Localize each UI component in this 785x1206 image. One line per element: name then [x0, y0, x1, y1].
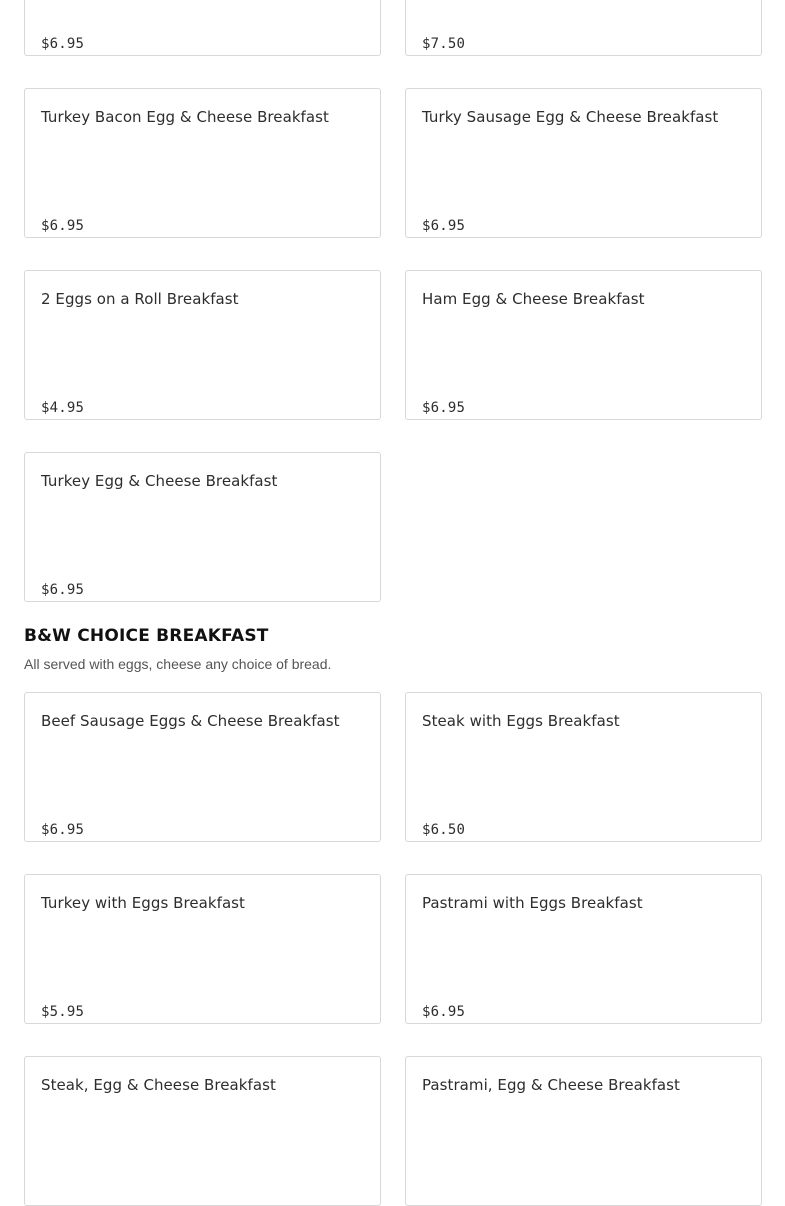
menu-item-price: $5.95 [41, 1004, 85, 1020]
menu-item-card[interactable] [405, 692, 762, 842]
menu-item-card[interactable] [405, 1056, 762, 1206]
menu-item-card[interactable] [405, 0, 762, 56]
menu-item-name: Turky Sausage Egg & Cheese Breakfast [422, 108, 719, 126]
menu-item-card[interactable] [24, 270, 381, 420]
menu-item-price: $6.95 [41, 822, 85, 838]
menu-item-price: $6.95 [41, 36, 85, 52]
menu-item-card[interactable] [24, 874, 381, 1024]
menu-item-card[interactable] [405, 874, 762, 1024]
menu-item-price: $4.95 [41, 400, 85, 416]
menu-item-card[interactable] [24, 692, 381, 842]
section-title: B&W CHOICE BREAKFAST [24, 626, 269, 646]
menu-item-card[interactable] [24, 1056, 381, 1206]
menu-item-price: $6.95 [41, 218, 85, 234]
menu-item-name: 2 Eggs on a Roll Breakfast [41, 290, 239, 308]
menu-item-card[interactable] [405, 88, 762, 238]
menu-item-name: Steak with Eggs Breakfast [422, 712, 620, 730]
menu-item-price: $6.50 [422, 822, 466, 838]
menu-item-name: Turkey Egg & Cheese Breakfast [41, 472, 278, 490]
menu-item-name: Turkey with Eggs Breakfast [41, 894, 245, 912]
menu-item-name: Steak, Egg & Cheese Breakfast [41, 1076, 276, 1094]
menu-item-name: Ham Egg & Cheese Breakfast [422, 290, 645, 308]
menu-item-price: $6.95 [422, 1004, 466, 1020]
menu-item-price: $6.95 [422, 400, 466, 416]
menu-item-card[interactable] [24, 88, 381, 238]
section-description: All served with eggs, cheese any choice of bread. [24, 656, 332, 672]
menu-item-name: Pastrami, Egg & Cheese Breakfast [422, 1076, 680, 1094]
menu-item-price: $6.95 [41, 582, 85, 598]
menu-item-name: Pastrami with Eggs Breakfast [422, 894, 643, 912]
menu-item-card[interactable] [24, 0, 381, 56]
menu-item-card[interactable] [24, 452, 381, 602]
menu-item-card[interactable] [405, 270, 762, 420]
menu-item-name: Beef Sausage Eggs & Cheese Breakfast [41, 712, 340, 730]
menu-item-name: Turkey Bacon Egg & Cheese Breakfast [41, 108, 329, 126]
menu-item-price: $6.95 [422, 218, 466, 234]
menu-item-price: $7.50 [422, 36, 466, 52]
